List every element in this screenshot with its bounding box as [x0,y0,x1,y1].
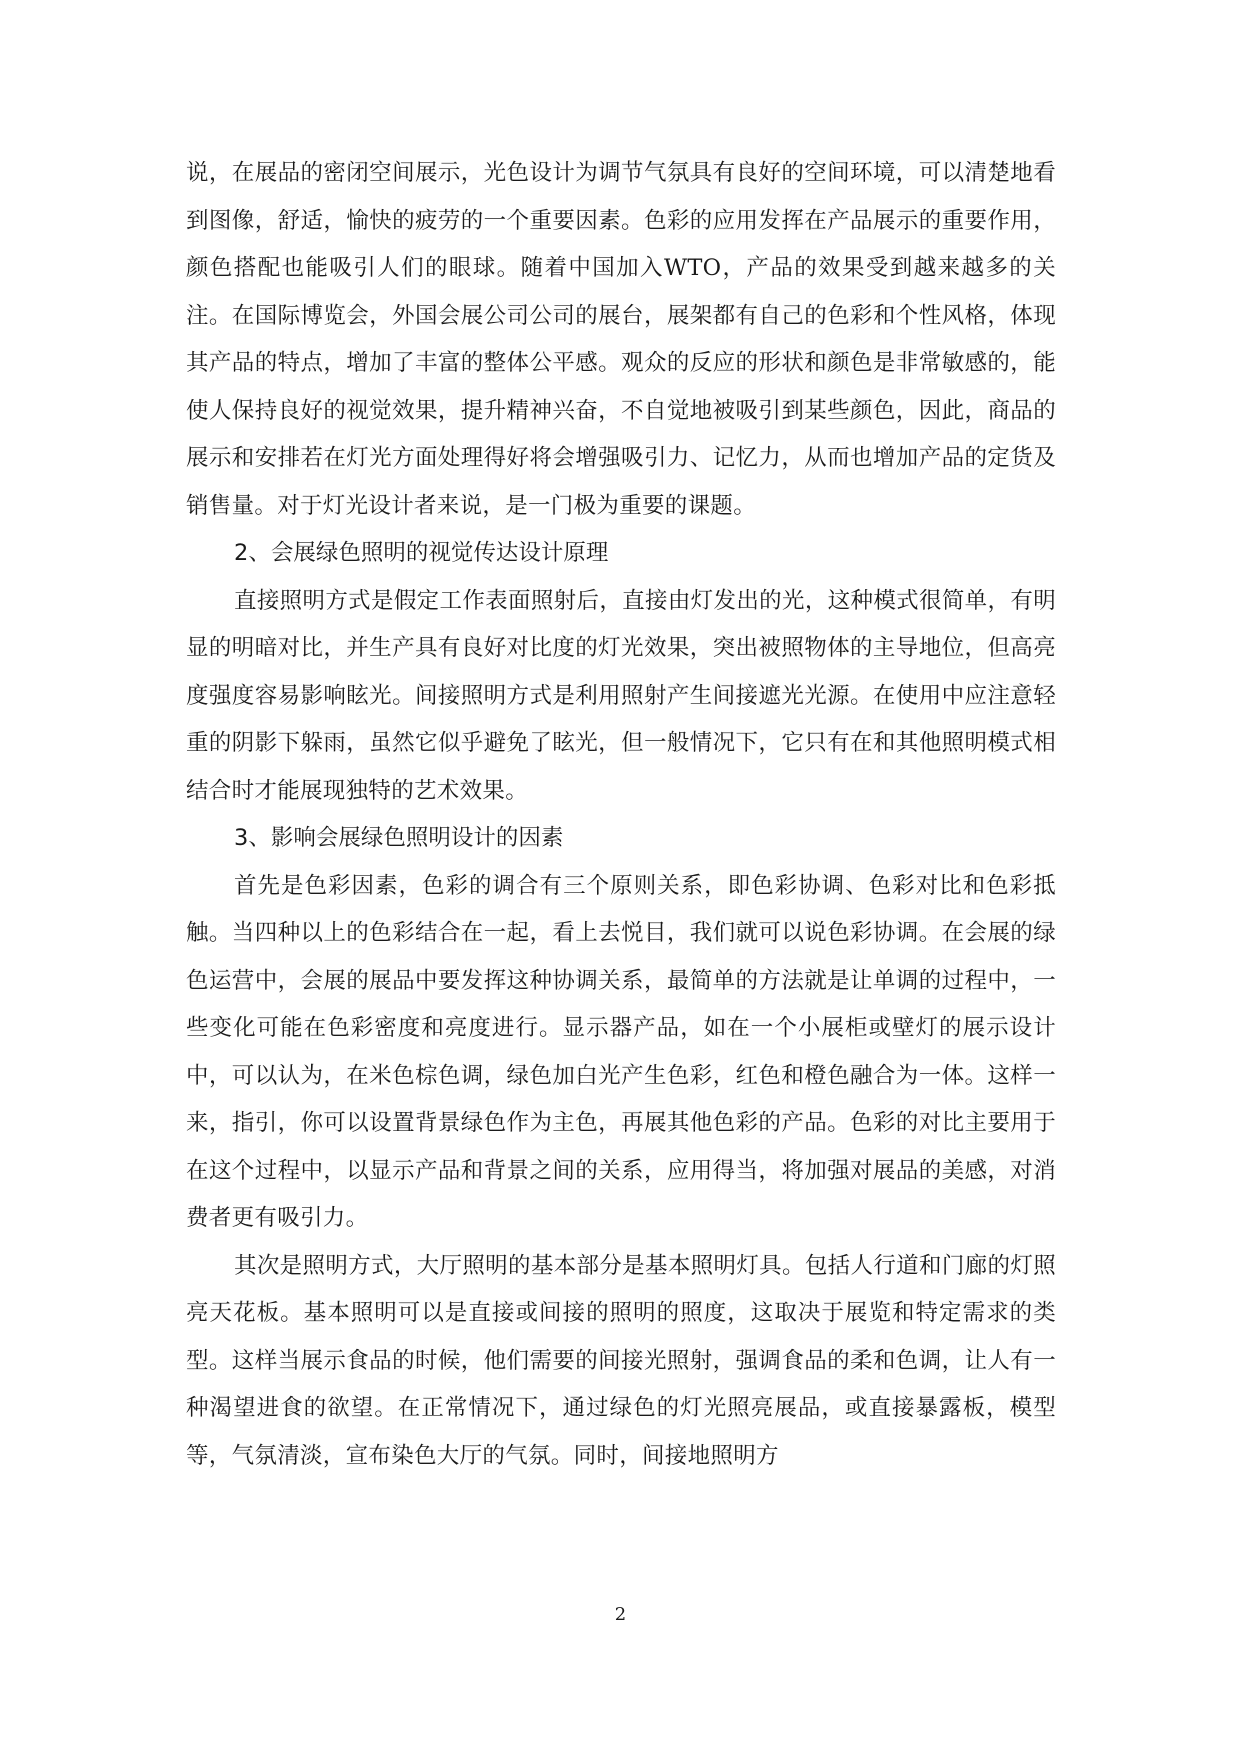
paragraph-direct-lighting: 直接照明方式是假定工作表面照射后，直接由灯发出的光，这种模式很简单，有明显的明暗对比，并生产具有良好对比度的灯光效果，突出被照物体的主导地位，但高亮度强度容易影响眩光。间接照明方式是利用照射产生间接遮光光源。在使用中应注意轻重的阴影下躲雨，虽然它似乎避免了眩光，但一般情况下，它只有在和其他照明模式相结合时才能展现独特的艺术效果。 [186,587,1056,804]
section-heading-3: 3、影响会展绿色照明设计的因素 [234,825,564,851]
paragraph-color-factors: 首先是色彩因素，色彩的调合有三个原则关系，即色彩协调、色彩对比和色彩抵触。当四种以上的色彩结合在一起，看上去悦目，我们就可以说色彩协调。在会展的绿色运营中，会展的展品中要发挥这种协调关系，最简单的方法就是让单调的过程中，一些变化可能在色彩密度和亮度进行。显示器产品，如在一个小展柜或壁灯的展示设计中，可以认为，在米色棕色调，绿色加白光产生色彩，红色和橙色融合为一体。这样一来，指引，你可以设置背景绿色作为主色，再展其他色彩的产品。色彩的对比主要用于在这个过程中，以显示产品和背景之间的关系，应用得当，将加强对展品的美感，对消费者更有吸引力。 [186,872,1056,1231]
page-number: 2 [614,1604,627,1625]
paragraph-lighting-method: 其次是照明方式，大厅照明的基本部分是基本照明灯具。包括人行道和门廊的灯照亮天花板。基本照明可以是直接或间接的照明的照度，这取决于展览和特定需求的类型。这样当展示食品的时候，他们需要的间接光照射，强调食品的柔和色调，让人有一种渴望进食的欲望。在正常情况下，通过绿色的灯光照亮展品，或直接暴露板，模型等，气氛清淡，宣布染色大厅的气氛。同时，间接地照明方 [186,1252,1056,1469]
page-body [186,150,1056,1480]
section-heading-2: 2、会展绿色照明的视觉传达设计原理 [234,540,609,566]
paragraph-continued: 说，在展品的密闭空间展示，光色设计为调节气氛具有良好的空间环境，可以清楚地看到图像，舒适，愉快的疲劳的一个重要因素。色彩的应用发挥在产品展示的重要作用，颜色搭配也能吸引人们的眼球。随着中国加入WTO，产品的效果受到越来越多的关注。在国际博览会，外国会展公司公司的展台，展架都有自己的色彩和个性风格，体现其产品的特点，增加了丰富的整体公平感。观众的反应的形状和颜色是非常敏感的，能使人保持良好的视觉效果，提升精神兴奋，不自觉地被吸引到某些颜色，因此，商品的展示和安排若在灯光方面处理得好将会增强吸引力、记忆力，从而也增加产品的定货及销售量。对于灯光设计者来说，是一门极为重要的课题。 [186,160,1056,519]
